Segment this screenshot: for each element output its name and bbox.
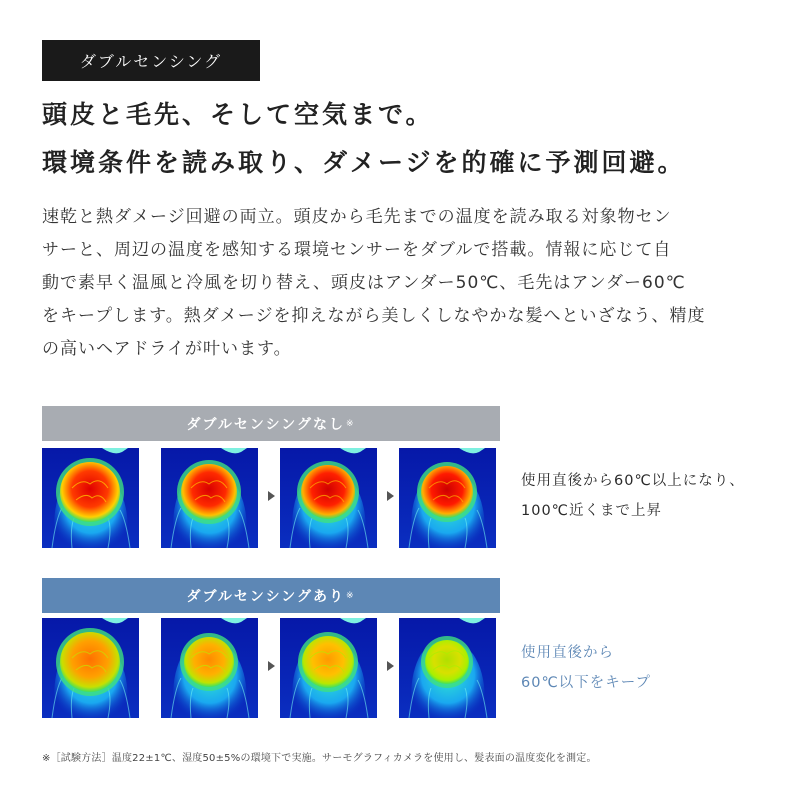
thermal-image-with-1 [42, 618, 139, 718]
thermal-image-with-3 [280, 618, 377, 718]
thermal-image-with-2 [161, 618, 258, 718]
play-triangle-icon [387, 491, 394, 501]
body-line: サーと、周辺の温度を感知する環境センサーをダブルで搭載。情報に応じて自 [42, 240, 672, 260]
with-sensing-header [42, 578, 500, 613]
headline-line-1: 頭皮と毛先、そして空気まで。 [42, 100, 434, 129]
thermal-image-without-3 [280, 448, 377, 548]
thermal-image-without-4 [399, 448, 496, 548]
with-sensing-caption [521, 638, 651, 698]
thermal-image-without-1 [42, 448, 139, 548]
body-paragraph [42, 201, 772, 366]
play-triangle-icon [387, 661, 394, 671]
play-triangle-icon [268, 661, 275, 671]
body-line: 速乾と熱ダメージ回避の両立。頭皮から毛先までの温度を読み取る対象物セン [42, 207, 672, 227]
thermal-image-with-4 [399, 618, 496, 718]
body-line: 動で素早く温風と冷風を切り替え、頭皮はアンダー50℃、毛先はアンダー60℃ [42, 273, 686, 293]
footnote-mark: ※ [345, 590, 356, 601]
caption-line: 60℃以下をキープ [521, 675, 652, 691]
body-line: をキープします。熱ダメージを抑えながら美しくしなやかな髪へといざなう、精度 [42, 306, 706, 326]
headline-line-2: 環境条件を読み取り、ダメージを的確に予測回避。 [42, 148, 686, 177]
section-tag: ダブルセンシング [42, 40, 260, 81]
caption-line: 100℃近くまで上昇 [521, 503, 662, 519]
test-method-footnote: ※［試験方法］温度22±1℃、湿度50±5%の環境下で実施。サーモグラフィカメラを使用し、髪表面の温度変化を測定。 [42, 753, 597, 764]
without-sensing-header [42, 406, 500, 441]
caption-line: 使用直後から [521, 645, 614, 661]
thermal-image-without-2 [161, 448, 258, 548]
with-sensing-label: ダブルセンシングあり [186, 588, 345, 605]
without-sensing-caption [521, 466, 745, 526]
caption-line: 使用直後から60℃以上になり、 [521, 473, 745, 489]
without-sensing-label: ダブルセンシングなし [186, 416, 345, 433]
play-triangle-icon [268, 491, 275, 501]
body-line: の高いヘアドライが叶います。 [42, 339, 292, 359]
footnote-mark: ※ [345, 418, 356, 429]
